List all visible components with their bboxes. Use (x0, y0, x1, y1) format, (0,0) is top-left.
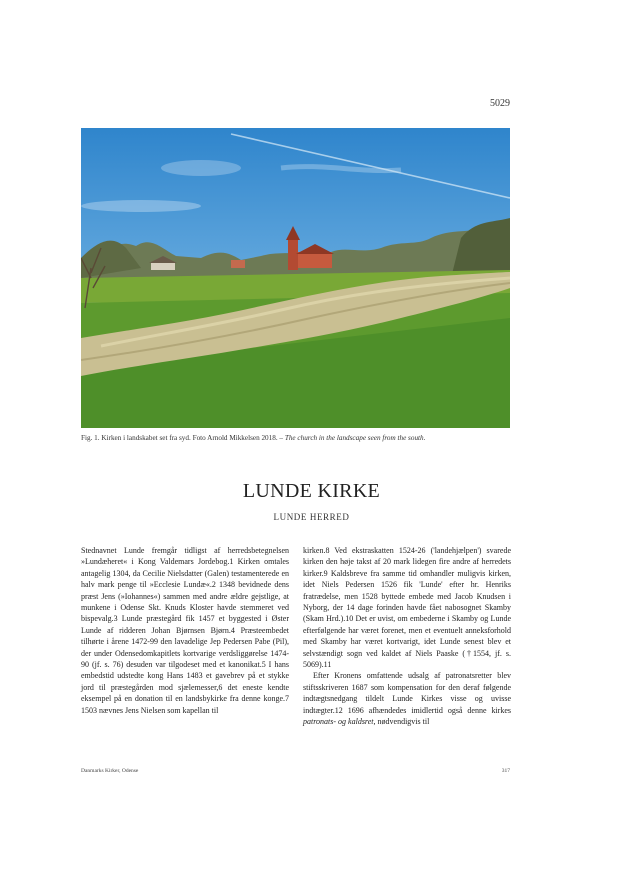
page-number: 5029 (490, 98, 510, 109)
caption-text: Fig. 1. Kirken i landskabet set fra syd. Foto Arnold Mikkelsen 2018. – (81, 434, 285, 442)
page-subtitle: LUNDE HERRED (273, 512, 350, 522)
right-paragraph-2-text: Efter Kronens omfattende udsalg af patronatsretter blev stiftsskriveren 1687 som kompensation for den deraf følgende indtægtsnedgang tildelt Lunde Kirkes visse og uvisse indtægter.12 1696 afhændedes imidlertid også denne kirkes (303, 671, 511, 715)
right-paragraph-2-end: , nødvendigvis til (373, 717, 430, 727)
body-column-left (81, 545, 289, 716)
left-paragraph: Stednavnet Lunde fremgår tidligst af herredsbetegnelsen »Lundæheret« i Kong Valdemars Jordebog.1 Kirken omtales antagelig 1304, da Cecilie Nielsdatter (Galen) testamenterede en halv mark penge til »Ecclesie Lundæ«.2 1348 bevidnede dens præst Jens (»Iohannes«) sammen med andre ældre gejstlige, at munkene i Odense Skt. Knuds Kloster havde stemmeret ved bispevalg.3 Lunde præstegård fik 1457 et byggested i Øster Lunde af ridderen Johan Bjørnsen Bjørn.4 Præsteembedet tilhørte i årene 1472-99 den lavadelige Jep Pedersen Pabe (Pil), der under Odensedomkapitlets kortvarige verdsliggørelse 1474-90 (jf. s. 76) desuden var tilgodeset med et kanonikat.5 I hans embedstid udstedte kong Hans 1483 et gavebrev på et stykke jord til præstegården mod sjælemesser,6 det eneste kendte eksempel på en donation til en landsbykirke fra denne konge.7 1503 nævnes Jens Nielsen som kapellan til (81, 546, 289, 715)
body-column-right (303, 545, 511, 728)
footer-left: Danmarks Kirker, Odense (81, 768, 139, 774)
figure-caption (81, 434, 510, 443)
footer-page-number: 317 (501, 768, 510, 774)
right-paragraph-1: kirken.8 Ved ekstraskatten 1524-26 ('landehjælpen') svarede kirken den høje takst af 20 mark lidegen fire andre af herredets kirker.9 Kaldsbreve fra samme tid omhandler muligvis kirken, idet Niels Pedersen 1526 fik 'Lunde' efter hr. Henriks fratrædelse, men 1528 byttede embede med Jacob Knudsen i Nyborg, der 14 dage forinden havde fået nabosognet Skamby (Skam Hrd.).10 Det er uvist, om embederne i Skamby og Lunde efterfølgende har været forenet, men et eventuelt anneksforhold med Skamby har været kortvarigt, idet Lunde senest blev et selvstændigt sogn ved kaldet af Niels Paaske (†1554, jf. s. 5069).11 (303, 546, 511, 670)
caption-english: The church in the landscape seen from the south. (284, 434, 426, 442)
right-paragraph-2 (303, 670, 511, 727)
landscape-photo (81, 128, 510, 428)
right-paragraph-2-italic: patronats- og kaldsret (303, 717, 374, 727)
page-title: LUNDE KIRKE (242, 480, 381, 502)
